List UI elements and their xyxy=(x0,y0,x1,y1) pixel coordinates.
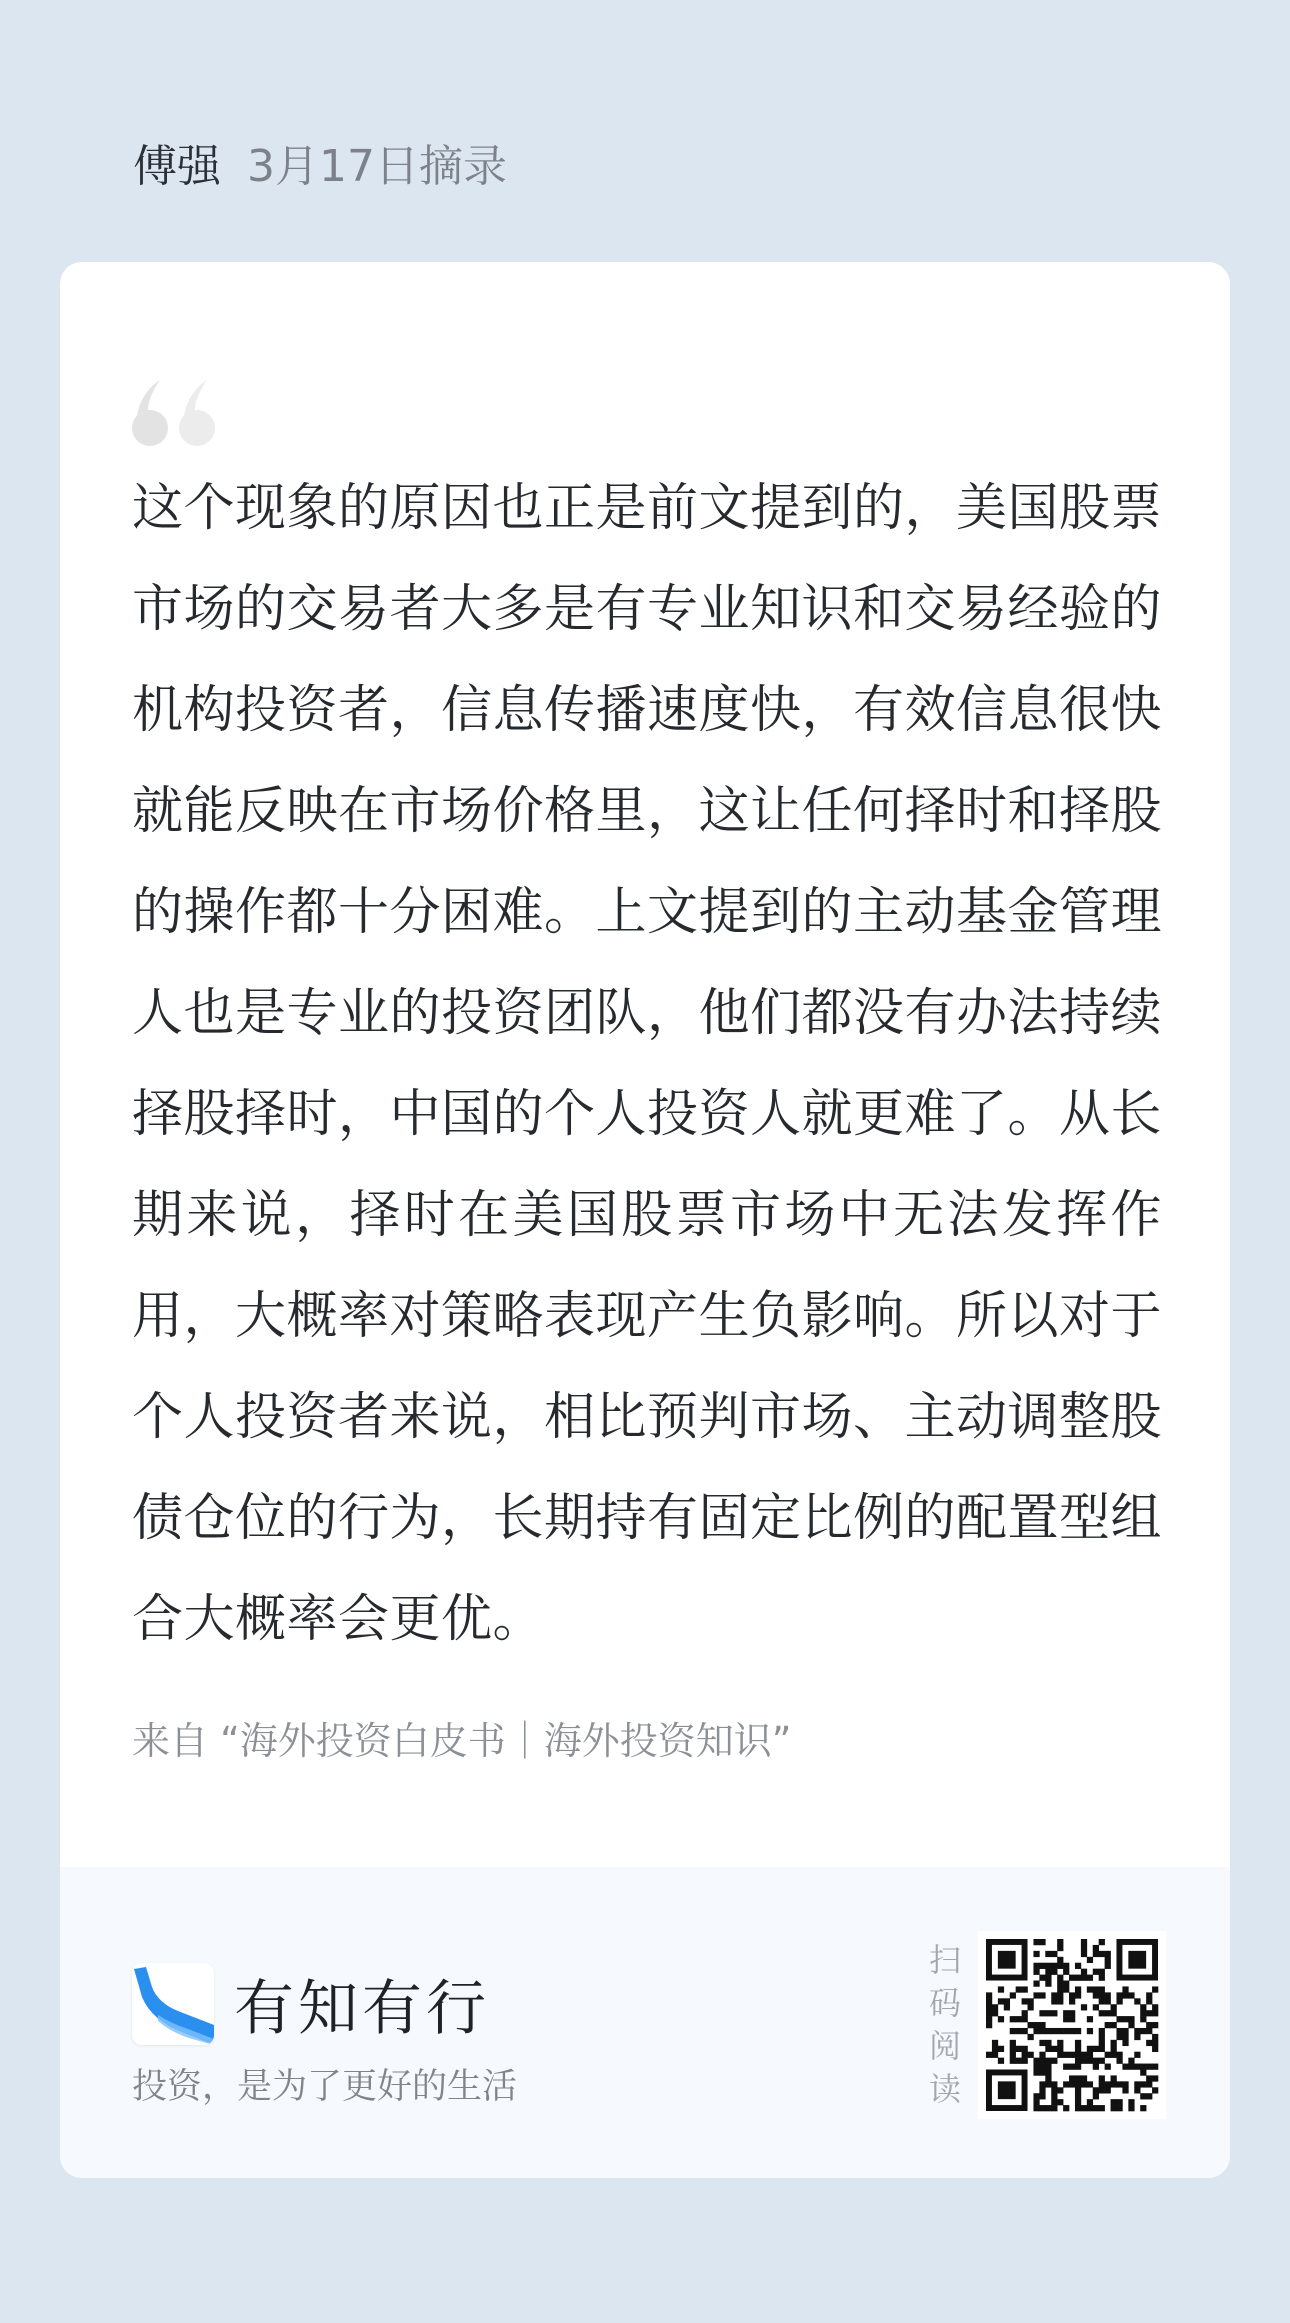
brand xyxy=(132,1959,490,2049)
brand-name: 有知有行 xyxy=(234,1974,490,2044)
double-quote-icon xyxy=(132,372,232,452)
excerpt-header xyxy=(133,130,507,194)
author-name: 傅强 xyxy=(133,141,221,192)
scan-label-char: 读 xyxy=(928,2070,961,2108)
excerpt-date: 3月17日摘录 xyxy=(247,141,507,192)
share-footer xyxy=(60,1867,1230,2178)
youzhiyouxing-logo-icon xyxy=(132,1963,214,2045)
scan-label-char: 阅 xyxy=(928,2027,961,2065)
scan-to-read-label xyxy=(925,1939,965,2111)
brand-slogan: 投资，是为了更好的生活 xyxy=(132,2067,518,2107)
quote-card xyxy=(60,262,1230,2178)
scan-label-char: 扫 xyxy=(928,1941,961,1979)
scan-label-char: 码 xyxy=(928,1984,961,2022)
quote-source: 来自 “海外投资白皮书｜海外投资知识” xyxy=(132,1719,792,1763)
quote-text: 这个现象的原因也正是前文提到的，美国股票市场的交易者大多是有专业知识和交易经验的机构投资者，信息传播速度快，有效信息很快就能反映在市场价格里，这让任何择时和择股的操作都十分困难。上文提到的主动基金管理人也是专业的投资团队，他们都没有办法持续择股择时，中国的个人投资人就更难了。从长期来说，择时在美国股票市场中无法发挥作用，大概率对策略表现产生负影响。所以对于个人投资者来说，相比预判市场、主动调整股债仓位的行为，长期持有固定比例的配置型组合大概率会更优。 xyxy=(132,479,1163,1649)
qr-code-icon[interactable] xyxy=(978,1931,1166,2119)
